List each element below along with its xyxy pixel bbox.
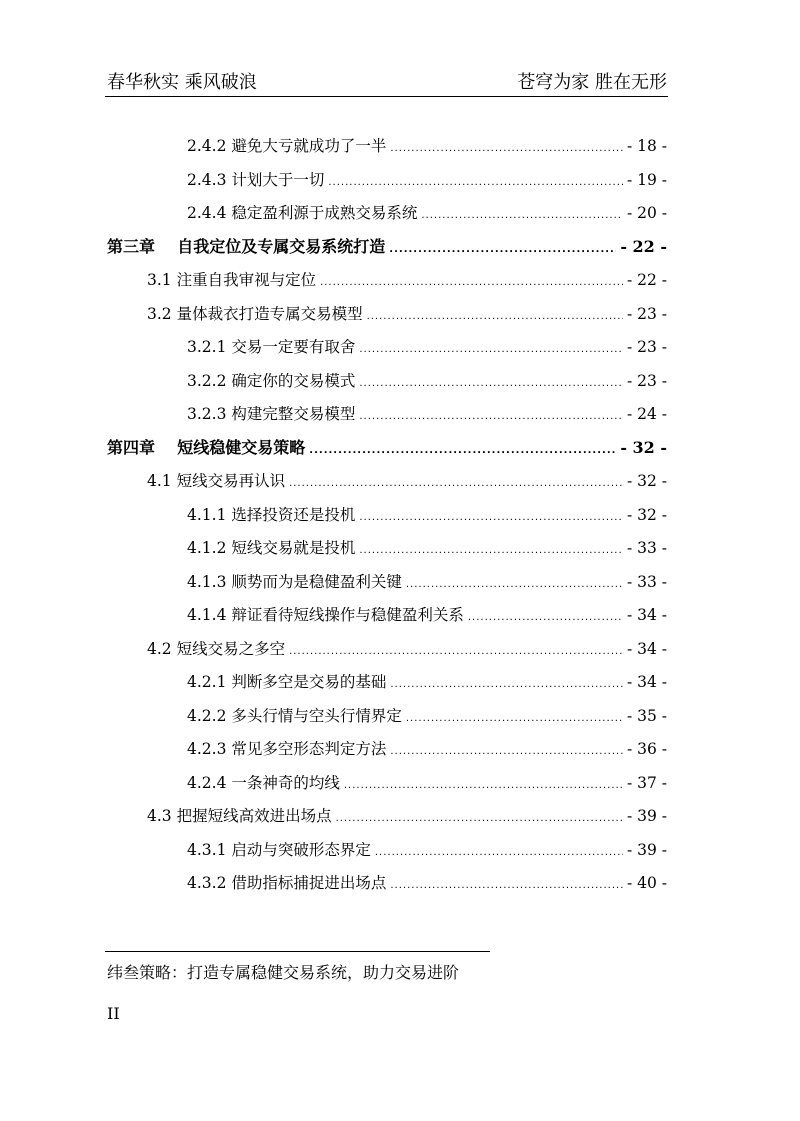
toc-entry[interactable] xyxy=(187,669,667,693)
toc-entry[interactable] xyxy=(187,133,667,157)
toc-entry-page: - 22 - xyxy=(626,271,667,289)
toc-entry[interactable] xyxy=(187,736,667,760)
footnote-text: 纬叁策略：打造专属稳健交易系统，助力交易进阶 xyxy=(107,963,460,982)
toc-dot-leader xyxy=(389,242,616,258)
toc-entry[interactable] xyxy=(147,468,667,492)
toc-entry-title: 3.2 量体裁衣打造专属交易模型 xyxy=(147,304,363,323)
page-number: II xyxy=(107,1004,120,1023)
toc-dot-leader xyxy=(359,342,623,358)
toc-dot-leader xyxy=(289,476,623,492)
toc-entry-page: - 23 - xyxy=(626,338,667,356)
toc-entry-title: 4.1.2 短线交易就是投机 xyxy=(187,539,356,557)
toc-dot-leader xyxy=(390,677,623,693)
toc-entry-title: 4.2.4 一条神奇的均线 xyxy=(187,773,340,792)
toc-dot-leader xyxy=(375,845,623,861)
toc-entry-title: 3.2.2 确定你的交易模式 xyxy=(187,371,356,390)
toc-dot-leader xyxy=(359,376,623,392)
toc-entry[interactable] xyxy=(187,167,667,191)
toc-dot-leader xyxy=(390,141,623,157)
toc-entry-title: 4.2.1 判断多空是交易的基础 xyxy=(187,673,387,691)
header-rule xyxy=(105,96,668,97)
toc-entry[interactable] xyxy=(187,770,667,794)
toc-entry-title: 4.3 把握短线高效进出场点 xyxy=(147,807,332,825)
toc-entry-title: 第四章 短线稳健交易策略 xyxy=(107,437,306,457)
toc-entry-page: - 34 - xyxy=(626,606,667,624)
toc-entry[interactable] xyxy=(187,703,667,727)
toc-dot-leader xyxy=(359,543,623,559)
toc-entry-page: - 39 - xyxy=(626,807,667,825)
toc-entry[interactable] xyxy=(187,401,667,425)
toc-entry-title: 4.2.3 常见多空形态判定方法 xyxy=(187,740,387,758)
toc-entry-title: 4.3.1 启动与突破形态界定 xyxy=(187,840,371,859)
toc-entry-page: - 33 - xyxy=(626,539,667,557)
toc-dot-leader xyxy=(406,711,623,727)
toc-entry[interactable] xyxy=(187,837,667,861)
toc-dot-leader xyxy=(328,175,623,191)
toc-dot-leader xyxy=(309,443,616,459)
toc-dot-leader xyxy=(367,309,623,325)
toc-entry-title: 4.1 短线交易再认识 xyxy=(147,472,286,490)
toc-entry-page: - 18 - xyxy=(626,137,667,155)
toc-entry-page: - 39 - xyxy=(626,840,667,859)
toc-entry-page: - 32 - xyxy=(626,472,667,490)
toc-entry[interactable] xyxy=(147,636,667,660)
toc-entry-page: - 40 - xyxy=(626,874,667,892)
toc-entry-title: 2.4.3 计划大于一切 xyxy=(187,170,325,189)
toc-entry-page: - 20 - xyxy=(626,204,667,222)
toc-entry-title: 2.4.2 避免大亏就成功了一半 xyxy=(187,137,387,155)
toc-entry[interactable] xyxy=(147,301,667,325)
running-header-left: 春华秋实 乘风破浪 xyxy=(107,72,257,93)
toc-chapter-entry[interactable] xyxy=(107,435,667,459)
toc-entry[interactable] xyxy=(187,334,667,358)
toc-entry-title: 4.1.4 辩证看待短线操作与稳健盈利关系 xyxy=(187,606,464,624)
toc-dot-leader xyxy=(359,510,623,526)
toc-entry-page: - 33 - xyxy=(626,572,667,591)
toc-entry[interactable] xyxy=(187,200,667,224)
toc-entry-page: - 35 - xyxy=(626,706,667,725)
toc-dot-leader xyxy=(421,208,623,224)
toc-dot-leader xyxy=(390,744,623,760)
toc-entry[interactable] xyxy=(187,569,667,593)
toc-entry-title: 3.2.3 构建完整交易模型 xyxy=(187,405,356,423)
toc-entry-title: 2.4.4 稳定盈利源于成熟交易系统 xyxy=(187,204,418,222)
toc-entry[interactable] xyxy=(147,267,667,291)
toc-entry-title: 4.1.1 选择投资还是投机 xyxy=(187,505,356,524)
toc-entry[interactable] xyxy=(147,803,667,827)
toc-entry-page: - 24 - xyxy=(626,405,667,423)
toc-entry[interactable] xyxy=(187,535,667,559)
toc-entry-title: 4.2 短线交易之多空 xyxy=(147,639,286,658)
toc-entry-title: 第三章 自我定位及专属交易系统打造 xyxy=(107,236,386,256)
toc-dot-leader xyxy=(390,878,623,894)
toc-entry-page: - 22 - xyxy=(620,236,667,256)
toc-entry-page: - 23 - xyxy=(626,304,667,323)
toc-dot-leader xyxy=(468,610,623,626)
toc-entry-title: 4.3.2 借助指标捕捉进出场点 xyxy=(187,874,387,892)
toc-dot-leader xyxy=(406,577,623,593)
toc-entry-page: - 34 - xyxy=(626,673,667,691)
toc-entry-title: 3.1 注重自我审视与定位 xyxy=(147,271,317,289)
toc-dot-leader xyxy=(320,275,623,291)
toc-entry-page: - 32 - xyxy=(620,437,667,457)
toc-entry[interactable] xyxy=(187,502,667,526)
toc-entry-page: - 37 - xyxy=(626,773,667,792)
toc-chapter-entry[interactable] xyxy=(107,234,667,258)
toc-entry-title: 3.2.1 交易一定要有取舍 xyxy=(187,338,356,356)
toc-entry-page: - 23 - xyxy=(626,371,667,390)
toc-dot-leader xyxy=(336,811,623,827)
toc-entry[interactable] xyxy=(187,870,667,894)
toc-dot-leader xyxy=(289,644,623,660)
toc-entry-page: - 19 - xyxy=(626,170,667,189)
toc-entry[interactable] xyxy=(187,602,667,626)
toc-entry-page: - 36 - xyxy=(626,740,667,758)
footnote-rule xyxy=(105,951,490,952)
toc-entry[interactable] xyxy=(187,368,667,392)
toc-entry-title: 4.1.3 顺势而为是稳健盈利关键 xyxy=(187,572,402,591)
toc-entry-title: 4.2.2 多头行情与空头行情界定 xyxy=(187,706,402,725)
toc-dot-leader xyxy=(344,778,623,794)
toc-entry-page: - 32 - xyxy=(626,505,667,524)
toc-dot-leader xyxy=(359,409,623,425)
running-header-right: 苍穹为家 胜在无形 xyxy=(517,72,667,93)
toc-entry-page: - 34 - xyxy=(626,639,667,658)
